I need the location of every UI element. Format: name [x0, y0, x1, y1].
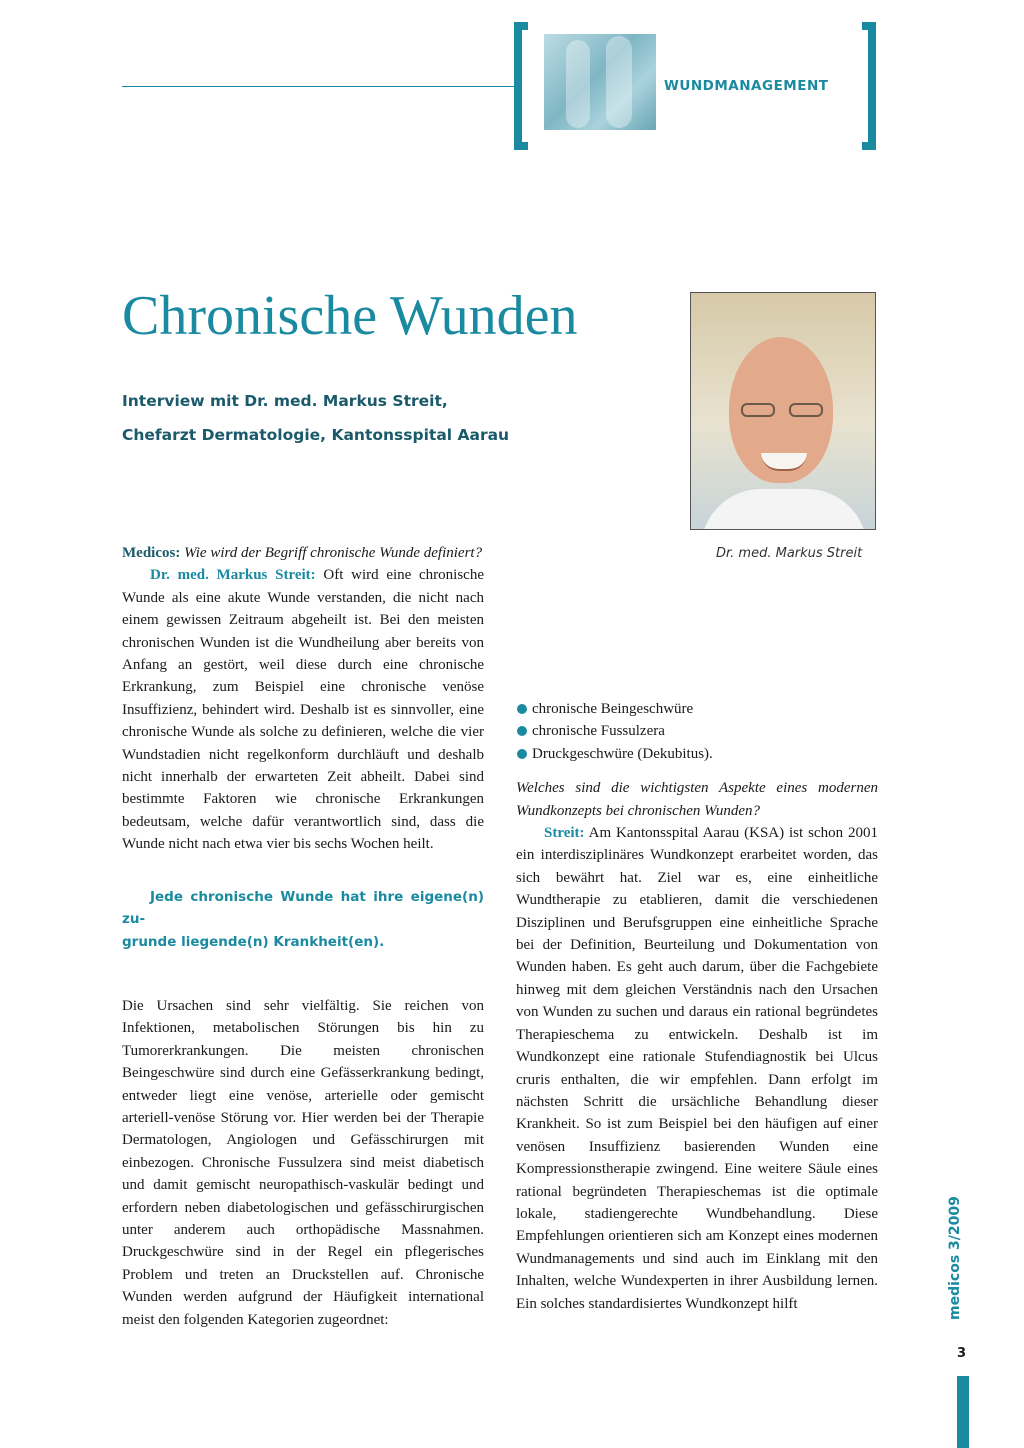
list-item: chronische Beingeschwüre — [516, 698, 878, 720]
question-text: Welches sind die wichtigsten Aspekte eines modernen Wundkonzepts bei chronischen Wunden? — [516, 780, 878, 819]
list-item: chronische Fussulzera — [516, 720, 878, 742]
pull-quote-line: grunde liegende(n) Krankheit(en). — [122, 933, 385, 950]
photo-caption: Dr. med. Markus Streit — [716, 546, 863, 561]
side-accent-bar — [957, 1376, 969, 1448]
section-label: WUNDMANAGEMENT — [664, 78, 829, 94]
article-title: Chronische Wunden — [122, 285, 578, 347]
category-list — [516, 698, 878, 765]
header-legs-image — [544, 34, 656, 130]
answer-paragraph — [516, 822, 878, 1315]
answer-text: Am Kantonsspital Aarau (KSA) ist schon 2001 ein interdisziplinäres Wundkonzept erarbeitet worden, das sich bewährt hat. Ziel war es, eine einheitliche Wundtherapie zu etablieren, damit die verschiedenen Disziplinen und Berufsgruppen eine einheitliche Sprache bei der Definition, Beurteilung und Dokumentation von Wunden haben. Es geht auch darum, über die Fachgebiete hinweg mit dem gleichen Verständnis nach den Ursachen von Wunden zu suchen und daraus ein rational begründetes Therapieschema zu entwickeln. Deshalb ist im Wundkonzept eine rationale Stufendiagnostik bei Ulcus cruris enthalten, die wir empfehlen. Dann erfolgt im nächsten Schritt die ursächliche Behandlung dieser Krankheit. So ist zum Beispiel bei den häufigen auf einer venösen Insuffizienz basierenden Wunden eine Kompressionstherapie zwingend. Eine weitere Säule eines rational begründeten Therapieschemas ist die optimale lokale, stadiengerechte Wundbehandlung. Diese Empfehlungen orientieren sich am Konzept eines modernen Wundmanagements und sind auch im Einklang mit den Inhalten, welche Wundexperten in ihrer Ausbildung lernen. Ein solches standardisiertes Wundkonzept hilft — [516, 825, 878, 1312]
page-number: 3 — [957, 1346, 967, 1361]
issue-label: medicos 3/2009 — [947, 1196, 963, 1320]
speaker-label: Medicos: — [122, 545, 181, 561]
question-paragraph — [122, 542, 484, 564]
column-right — [516, 698, 878, 1315]
list-item: Druckgeschwüre (Dekubitus). — [516, 743, 878, 765]
header-bracket-right — [862, 22, 876, 150]
header-rule — [122, 86, 516, 87]
body-paragraph: Die Ursachen sind sehr vielfältig. Sie reichen von Infektionen, metabolischen Störungen bis hin zu Tumorerkrankungen. Die meisten chronischen Beingeschwüre sind durch eine Gefässerkrankung bedingt, entweder liegt eine venöse, arterielle oder gemischt arteriell-venöse Störung vor. Hier werden bei der Therapie Dermatologen, Angiologen und Gefässchirurgen mit einbezogen. Chronische Fussulzera sind meist diabetisch und damit gemischt neuropathisch-vaskulär bedingt und erfordern neben diabetologischen und gefässchirurgischen unter anderem auch orthopädische Massnahmen. Druckgeschwüre sind in der Regel ein pflegerisches Problem und treten an Druckstellen auf. Chronische Wunden werden aufgrund der Häufigkeit international meist den folgenden Kategorien zugeordnet: — [122, 997, 484, 1328]
answer-text: Oft wird eine chronische Wunde als eine akute Wunde verstanden, die nicht nach einem gewissen Zeitraum abgeheilt ist. Bei den meisten chronischen Wunden ist die Wundheilung aber bereits von Anfang an gestört, weil diese durch eine chronische Erkrankung, zum Beispiel eine chronische venöse Insuffizienz, behindert wird. Deshalb ist es sinnvoller, eine chronische Wunde als solche zu definieren, welche die vier Wundstadien nicht regelkonform durchläuft und deshalb nicht innerhalb der erwarteten Zeit abheilt. Dabei sind bestimmte Faktoren wie chronische Erkrankungen bedeutsam, welche dafür verantwortlich sind, dass die Wunde nicht nach etwa vier bis sechs Wochen heilt. — [122, 567, 484, 853]
article-subtitle — [122, 384, 542, 452]
pull-quote — [122, 886, 484, 953]
column-left — [122, 542, 484, 1331]
question-text: Wie wird der Begriff chronische Wunde definiert? — [184, 545, 483, 561]
answer-paragraph — [122, 564, 484, 855]
speaker-label: Streit: — [544, 825, 585, 842]
speaker-label: Dr. med. Markus Streit: — [150, 567, 316, 584]
subtitle-line: Chefarzt Dermatologie, Kantonsspital Aarau — [122, 426, 510, 444]
subtitle-line: Interview mit Dr. med. Markus Streit, — [122, 392, 448, 410]
header-bracket-left — [514, 22, 528, 150]
pull-quote-line: Jede chronische Wunde hat ihre eigene(n) zu- — [122, 888, 484, 928]
portrait-photo — [690, 292, 876, 530]
